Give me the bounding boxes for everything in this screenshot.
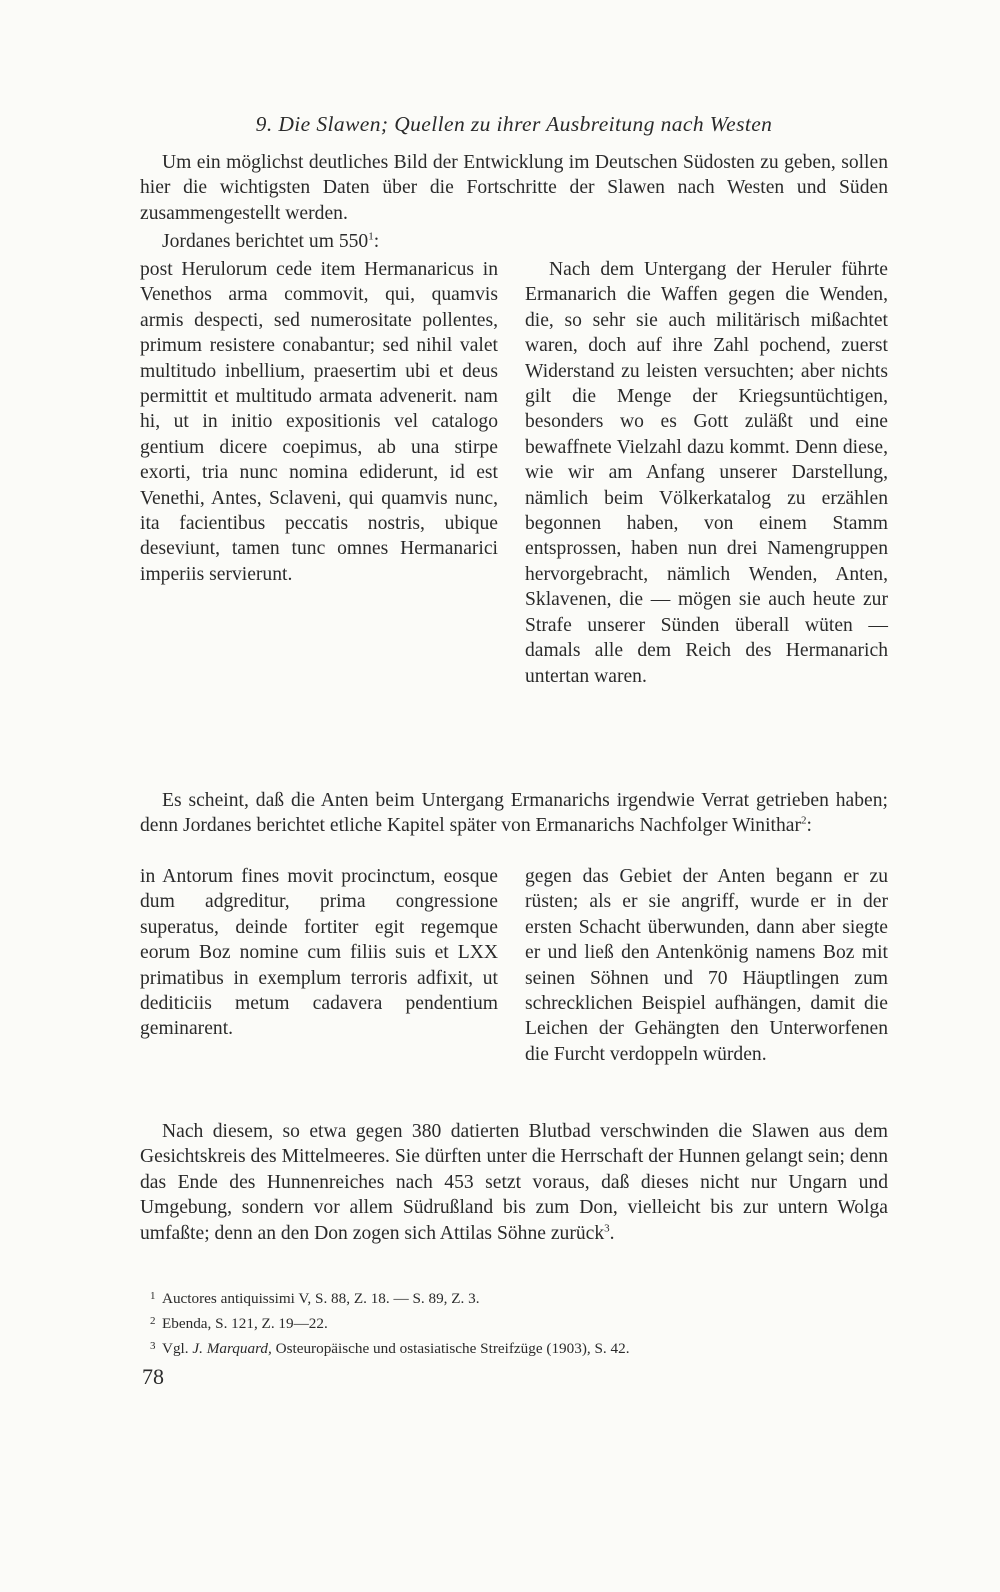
footnote-2 [150, 1310, 890, 1335]
closing-text: Nach diesem, so etwa gegen 380 datierten Blutbad verschwinden die Slawen aus dem Gesichtskreis des Mittelmeeres. Sie dürften unter die Herrschaft der Hunnen gelangt sein; denn das Ende des Hunnenreiches nach 453 setzt voraus, daß dieses nicht nur Ungarn und Umgebung, sondern vor allem Südrußland bis zum Don, vielleicht bis zur untern Wolga umfaßte; denn an den Don zogen sich Attilas Söhne zurück [140, 1121, 888, 1244]
page-heading: 9. Die Slawen; Quellen zu ihrer Ausbreitung nach Westen [255, 112, 773, 136]
footnotes [150, 1285, 890, 1360]
footnote-text: Osteuropäische und ostasiatische Streifzüge (1903), S. 42. [271, 1340, 630, 1357]
closing-period: . [609, 1222, 615, 1244]
footnote-ref-3: 3 [604, 1222, 610, 1235]
jordanes-intro-text: Jordanes berichtet um 550 [162, 231, 369, 252]
middle-colon: : [806, 815, 812, 837]
intro-text: Um ein möglichst deutliches Bild der Entwicklung im Deutschen Südosten zu geben, sollen hier die wichtigsten Daten über die Fortschritte der Slawen nach Westen und Süden zusammengestellt werden. [140, 152, 888, 224]
footnote-1 [150, 1285, 890, 1310]
footnote-author: J. Marquard, [192, 1340, 272, 1357]
middle-paragraph [140, 788, 888, 839]
intro-paragraph [140, 150, 888, 226]
latin-quote-1: post Herulorum cede item Hermanaricus in Venethos arma commovit, qui, quamvis armis despecti, sed numerositate pollentes, primum resistere conabantur; sed nihil valet multitudo inbellium, praesertim ubi et deus permittit et multitudo armata advenerit. nam hi, ut in initio expositionis vel catalogo gentium dicere coepimus, ab una stirpe exorti, tria nunc nomina ediderunt, id est Venethi, Antes, Sclaveni, qui quamvis nunc, ita facientibus peccatis nostris, ubique deseviunt, tamen tunc omnes Hermanarici imperiis servierunt. [140, 259, 498, 585]
german-translation-2: gegen das Gebiet der Anten begann er zu rüsten; als er sie angriff, wurde er in der ersten Schacht überwunden, dann aber siegte er und ließ den Antenkönig namens Boz mit seinen Söhnen und 70 Häuptlingen zum schrecklichen Beispiel aufhängen, damit die Leichen der Gehängten den Unterworfenen die Furcht verdoppeln würden. [525, 866, 888, 1065]
footnote-number: 2 [150, 1315, 156, 1327]
jordanes-intro-colon: : [373, 231, 380, 252]
footnote-number: 3 [150, 1340, 156, 1352]
footnote-prefix: Vgl. [162, 1340, 193, 1357]
footnote-text: Ebenda, S. 121, Z. 19—22. [162, 1315, 328, 1332]
page-number: 78 [142, 1364, 164, 1389]
footnote-ref-1: 1 [368, 230, 374, 243]
middle-text: Es scheint, daß die Anten beim Untergang Ermanarichs irgendwie Verrat getrieben haben; denn Jordanes berichtet etliche Kapitel später von Ermanarichs Nachfolger Winithar [140, 790, 888, 837]
footnote-text: Auctores antiquissimi V, S. 88, Z. 18. — S. 89, Z. 3. [162, 1290, 480, 1307]
latin-quote-2: in Antorum fines movit procinctum, eosque dum adgreditur, prima congressione superatus, deinde fortiter egit regemque eorum Boz nomine cum filiis suis et LXX primatibus in exemplum terroris adfixit, ut dediticiis metum cadavera pendentium geminarent. [140, 866, 498, 1040]
german-translation-1: Nach dem Untergang der Heruler führte Ermanarich die Waffen gegen die Wenden, die, so sehr sie auch militärisch mißachtet waren, doch auf ihre Zahl pochend, zuerst Widerstand zu leisten versuchten; aber nichts gilt die Menge der Kriegsuntüchtigen, besonders wo es Gott zuläßt und eine bewaffnete Vielzahl dazu kommt. Denn diese, wie wir am Anfang unserer Darstellung, nämlich beim Völkerkatalog zu erzählen begonnen haben, von einem Stamm entsprossen, haben nun drei Namengruppen hervorgebracht, nämlich Wenden, Anten, Sklavenen, die — mögen sie auch heute zur Strafe unserer Sünden überall wüten — damals alle dem Reich des Hermanarich untertan waren. [525, 259, 888, 687]
footnote-3 [150, 1335, 890, 1360]
jordanes-intro [140, 229, 888, 254]
footnote-ref-2: 2 [800, 814, 807, 827]
closing-paragraph [140, 1119, 888, 1246]
footnote-number: 1 [150, 1290, 156, 1302]
